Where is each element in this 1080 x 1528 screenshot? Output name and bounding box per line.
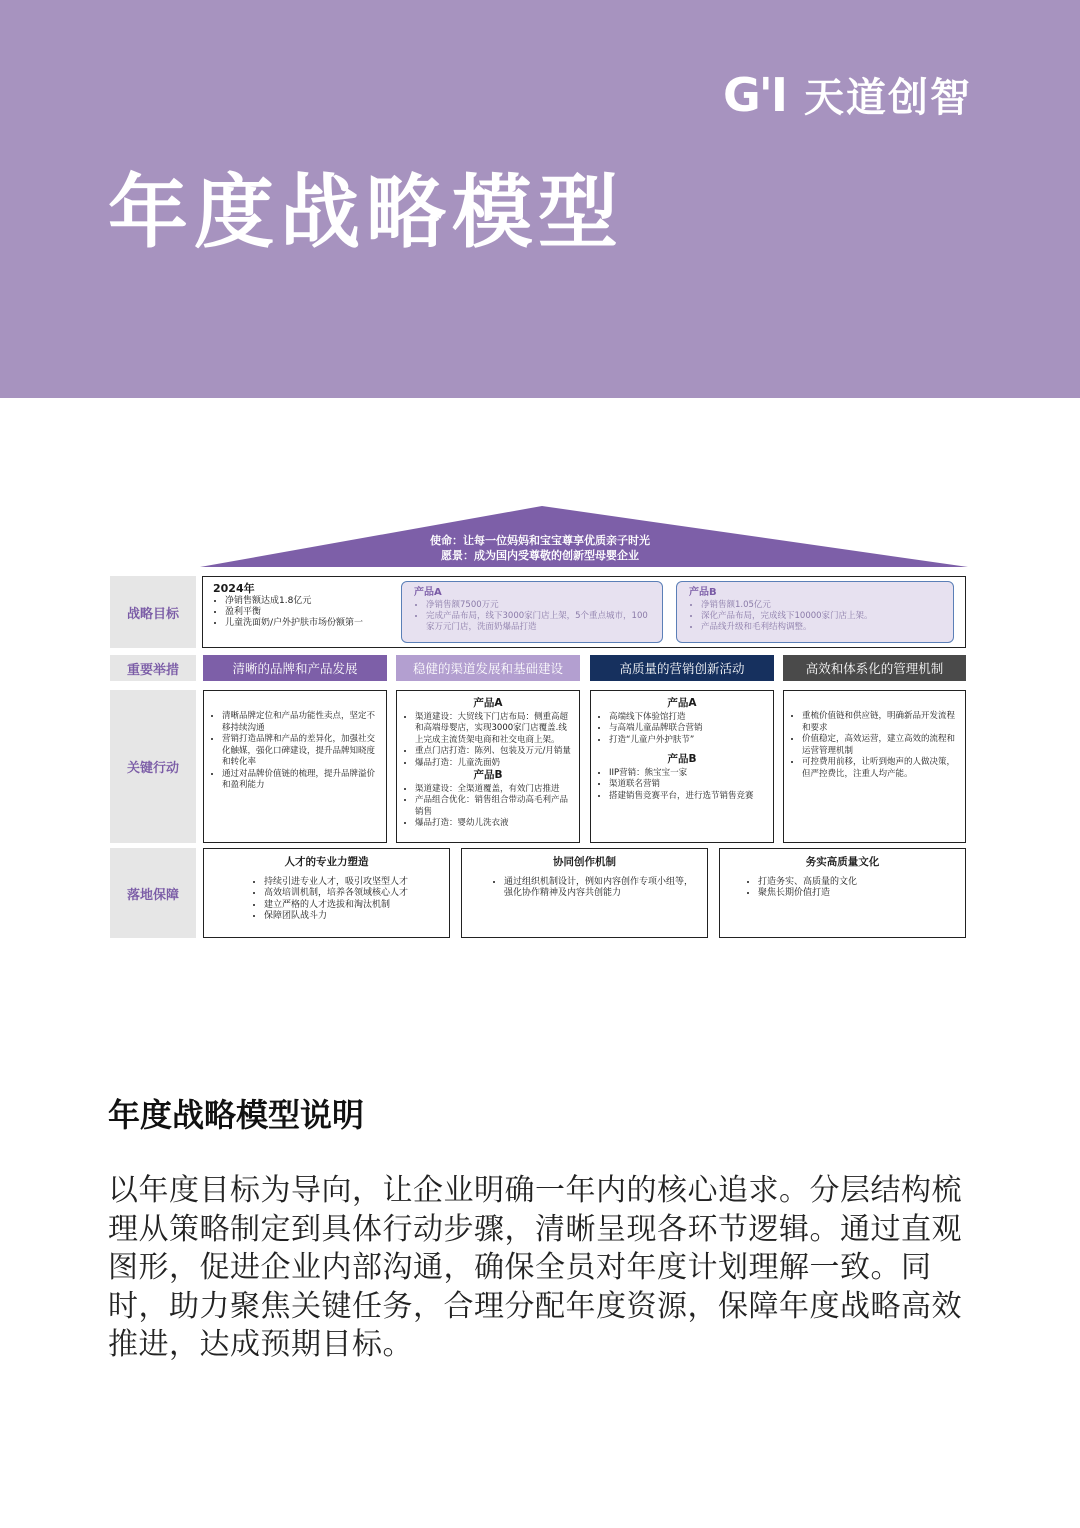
list-item: • IIP营销：熊宝宝一家 [609,768,765,780]
list-item: • 儿童洗面奶/户外护肤市场份额第一 [225,618,398,629]
list-item: • 打造务实、高质量的文化 [758,877,953,889]
strategy-model-diagram [110,505,970,941]
list-item: • 持续引进专业人才，吸引攻坚型人才 [264,877,437,889]
pillar-channel: 稳健的渠道发展和基础建设 [396,655,580,681]
action-marketing-a-title: 产品A [667,697,697,709]
list-item: • 价值稳定，高效运营，建立高效的流程和运营管理机制 [802,734,957,757]
row-label-support: 落地保障 [110,848,196,938]
list-item: • 净销售额1.05亿元 [701,600,941,611]
list-item: • 营销打造品牌和产品的差异化，加强社交化触媒，强化口碑建设，提升品牌知晓度和转化率 [222,734,378,769]
list-item: • 建立严格的人才选拔和淘汰机制 [264,900,437,912]
action-marketing [590,690,774,843]
logo-text: 天道创智 [804,75,972,121]
action-channel-a-title: 产品A [473,697,503,709]
action-brand [203,690,387,843]
action-marketing-b-title: 产品B [667,753,697,765]
header-banner [0,0,1080,398]
action-channel [396,690,580,843]
section-title: 年度战略模型说明 [108,1096,365,1134]
list-item: • 重梳价值链和供应链，明确新品开发流程和要求 [802,711,957,734]
support-collab [461,848,708,938]
pillar-brand: 清晰的品牌和产品发展 [203,655,387,681]
support-culture [719,848,966,938]
list-item: • 与高端儿童品牌联合营销 [609,723,765,735]
support-talent-title: 人才的专业力塑造 [284,856,369,868]
list-item: • 净销售额7500万元 [426,600,650,611]
logo-mark: G'I [723,67,786,122]
action-channel-b-title: 产品B [473,769,503,781]
section-body: 以年度目标为导向，让企业明确一年内的核心追求。分层结构梳理从策略制定到具体行动步骤，清晰呈现各环节逻辑。通过直观图形，促进企业内部沟通，确保全员对年度计划理解一致。同时，助力聚焦关键任务，合理分配年度资源，保障年度战略高效推进，达成预期目标。 [108,1173,962,1362]
goal-product-b-title: 产品B [689,587,717,598]
list-item: • 爆品打造：婴幼儿洗衣液 [415,818,571,830]
goal-year-title: 2024年 [213,582,255,595]
row-label-goals: 战略目标 [110,576,196,648]
list-item: • 渠道建设：全渠道覆盖，有效门店推进 [415,784,571,796]
goal-product-a [401,581,663,643]
list-item: • 打造“儿童户外护肤节” [609,735,765,747]
goal-product-a-title: 产品A [414,587,442,598]
list-item: • 高效培训机制，培养各领域核心人才 [264,888,437,900]
row-label-actions: 关键行动 [110,690,196,843]
support-talent [203,848,450,938]
pillar-management: 高效和体系化的管理机制 [783,655,966,681]
mission-text: 使命：让每一位妈妈和宝宝尊享优质亲子时光 [430,534,650,547]
list-item: • 渠道建设：大贸线下门店布局：侧重高超和高端母婴店，实现3000家门店覆盖.线上完成主流货架电商和社交电商上架。 [415,712,571,747]
list-item: • 净销售额达成1.8亿元 [225,596,398,607]
list-item: • 渠道联名营销 [609,779,765,791]
list-item: • 重点门店打造：陈列、包装及万元/月销量 [415,746,571,758]
pillar-marketing: 高质量的营销创新活动 [590,655,774,681]
goal-product-b [676,581,954,643]
row-label-measures: 重要举措 [110,655,196,681]
list-item: • 产品线升级和毛利结构调整。 [701,622,941,633]
list-item: • 产品组合优化：销售组合带动高毛利产品销售 [415,795,571,818]
list-item: • 聚焦长期价值打造 [758,888,953,900]
roof-text [110,533,970,563]
page-title: 年度战略模型 [108,166,624,259]
goals-box [202,576,966,648]
list-item: • 深化产品布局，完成线下10000家门店上架。 [701,611,941,622]
goal-year [213,583,398,629]
list-item: • 完成产品布局，线下3000家门店上架，5个重点城市，100家万元门店，洗面奶爆品打造 [426,611,650,633]
brand-logo [723,66,972,123]
list-item: • 保障团队战斗力 [264,911,437,923]
support-collab-title: 协同创作机制 [553,856,616,868]
support-culture-title: 务实高质量文化 [805,856,880,868]
list-item: • 清晰品牌定位和产品功能性卖点，坚定不移持续沟通 [222,711,378,734]
vision-text: 愿景：成为国内受尊敬的创新型母婴企业 [441,549,639,562]
action-management [783,690,966,843]
list-item: • 可控费用前移，让听到炮声的人做决策，但严控费比，注重人均产能。 [802,757,957,780]
list-item: • 通过组织机制设计，例如内容创作专项小组等，强化协作精神及内容共创能力 [504,877,695,900]
list-item: • 搭建销售竞赛平台，进行选节销售竞赛 [609,791,765,803]
list-item: • 通过对品牌价值链的梳理，提升品牌溢价和盈利能力 [222,769,378,792]
list-item: • 爆品打造：儿童洗面奶 [415,758,571,770]
list-item: • 盈利平衡 [225,607,398,618]
list-item: • 高端线下体验馆打造 [609,712,765,724]
